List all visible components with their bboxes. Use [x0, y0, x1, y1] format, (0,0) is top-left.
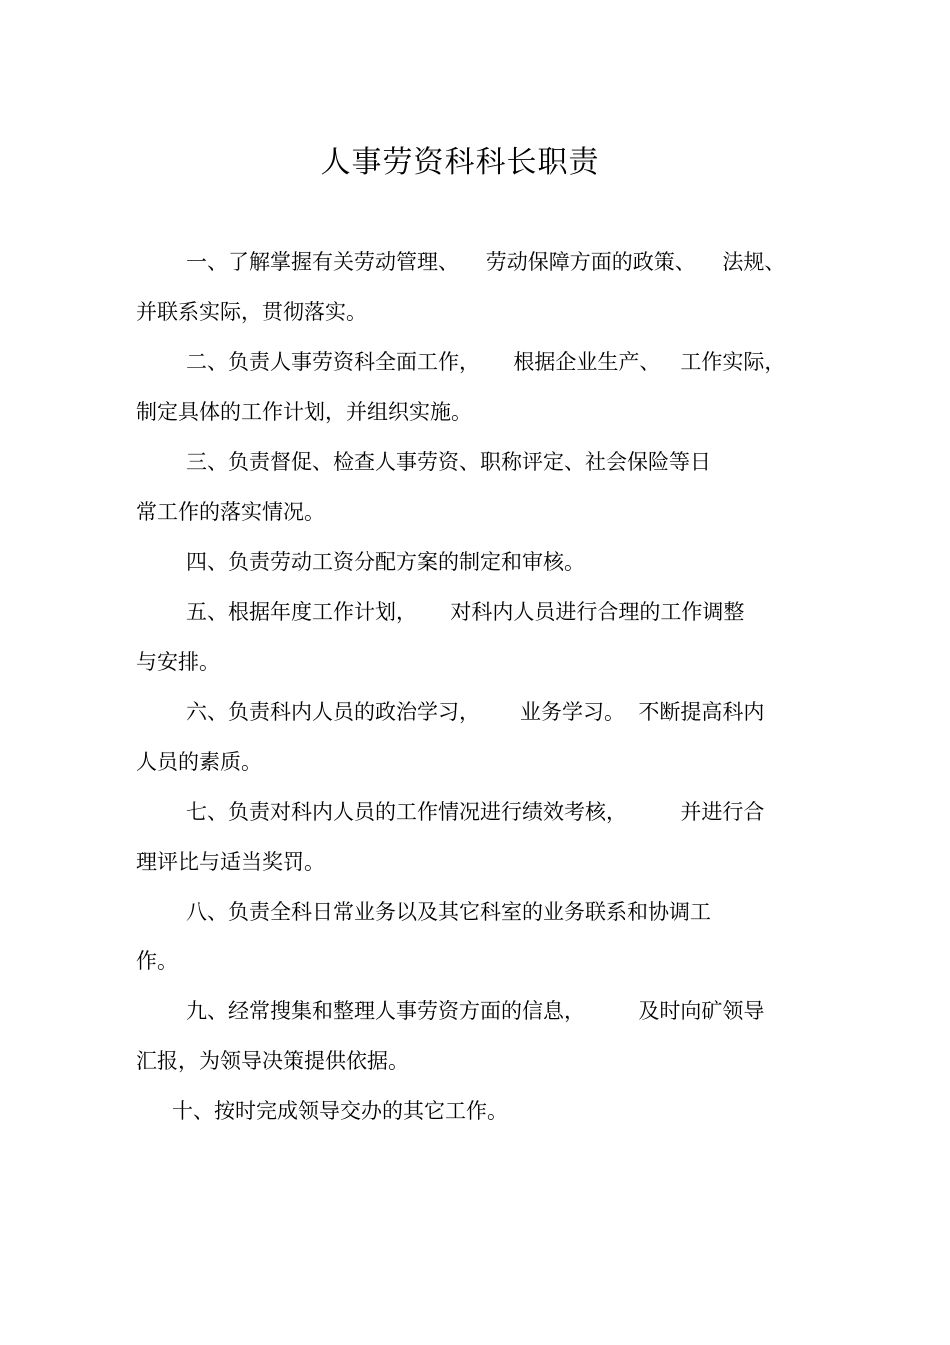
duty-item-6-line-1: 六、负责科内人员的政治学习， 业务学习。 不断提高科内: [186, 700, 765, 724]
duty-item-9-line-2: 汇报，为领导决策提供依据。: [136, 1049, 409, 1073]
duty-item-4-line-1: 四、负责劳动工资分配方案的制定和审核。: [186, 550, 585, 574]
duty-item-5-line-1: 五、根据年度工作计划， 对科内人员进行合理的工作调整: [186, 600, 745, 624]
duty-item-5-line-2: 与安排。: [136, 650, 220, 674]
duty-item-7-line-2: 理评比与适当奖罚。: [136, 850, 325, 874]
duty-item-8-line-1: 八、负责全科日常业务以及其它科室的业务联系和协调工: [186, 900, 711, 924]
duty-item-2-line-1: 二、负责人事劳资科全面工作， 根据企业生产、 工作实际，: [186, 350, 786, 374]
duty-item-10-line-1: 十、按时完成领导交办的其它工作。: [172, 1099, 508, 1123]
duty-item-8-line-2: 作。: [136, 949, 178, 973]
duty-item-1-line-1: 一、了解掌握有关劳动管理、 劳动保障方面的政策、 法规、: [186, 250, 786, 274]
duty-item-9-line-1: 九、经常搜集和整理人事劳资方面的信息， 及时向矿领导: [186, 999, 765, 1023]
duty-item-3-line-1: 三、负责督促、检查人事劳资、职称评定、社会保险等日: [186, 450, 711, 474]
duty-item-7-line-1: 七、负责对科内人员的工作情况进行绩效考核， 并进行合: [186, 800, 765, 824]
duty-item-6-line-2: 人员的素质。: [136, 750, 262, 774]
duty-item-3-line-2: 常工作的落实情况。: [136, 500, 325, 524]
page-title: 人事劳资科科长职责: [320, 145, 600, 180]
duty-item-2-line-2: 制定具体的工作计划，并组织实施。: [136, 400, 472, 424]
duty-item-1-line-2: 并联系实际，贯彻落实。: [136, 300, 367, 324]
